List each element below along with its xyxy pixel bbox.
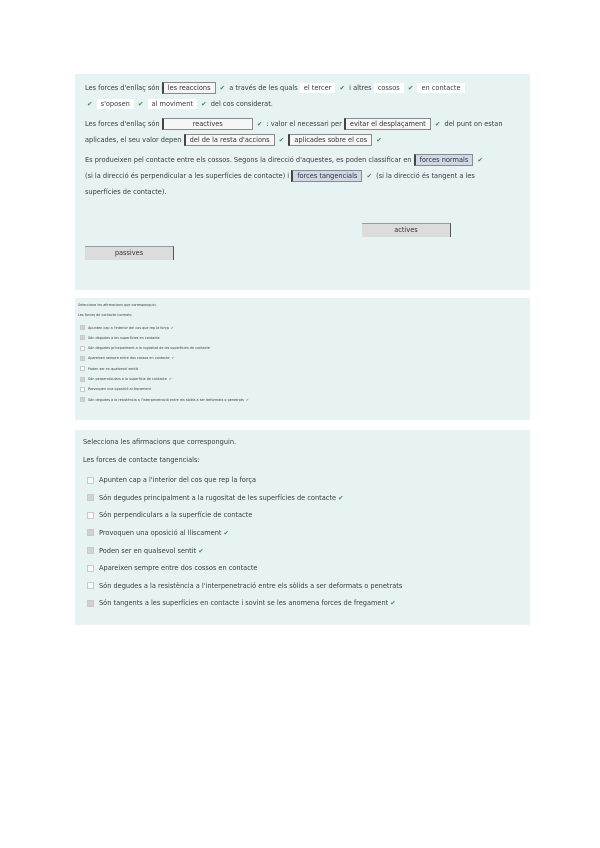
cloze-text: superfícies de contacte).	[85, 188, 167, 196]
question-prompt: Selecciona les afirmacions que corresponguin.	[83, 438, 237, 446]
check-icon: ✔	[278, 136, 285, 144]
option-item[interactable]	[78, 343, 527, 353]
cloze-line-5	[85, 152, 520, 168]
cloze-text: a través de les quals	[229, 84, 298, 92]
option-label: Poden ser en qualsevol sentit	[88, 366, 138, 371]
question-subprompt: Les forces de contacte tangencials:	[83, 455, 200, 464]
cloze-line-4	[85, 132, 520, 148]
drop-zone[interactable]: forces tangencials	[291, 170, 362, 182]
cloze-line-6	[85, 168, 520, 184]
option-label: Són degudes a la resistència a l'interpenetració entre els sòlids a ser deformats o penetrats	[99, 581, 403, 590]
checkbox[interactable]	[80, 356, 85, 361]
cloze-text: Les forces d'enllaç són	[85, 84, 160, 92]
cloze-line-7	[85, 184, 520, 200]
checkbox[interactable]	[87, 494, 94, 501]
cloze-text: (si la direcció és tangent a les	[376, 172, 475, 180]
drop-zone[interactable]: forces normals	[414, 154, 474, 166]
question-prompt: Selecciona les afirmacions que corresponguin.	[78, 303, 157, 307]
checkbox[interactable]	[80, 387, 85, 392]
option-item[interactable]	[83, 595, 522, 613]
option-item[interactable]	[78, 395, 527, 405]
checkbox[interactable]	[80, 325, 85, 330]
cloze-text: del cos considerat.	[210, 100, 273, 108]
option-item[interactable]	[83, 560, 522, 578]
option-label: Provoquen una oposició al lliscament	[88, 387, 151, 392]
check-icon: ✔	[245, 397, 249, 402]
check-icon: ✔	[170, 325, 174, 330]
cloze-text: aplicades, el seu valor depen	[85, 136, 182, 144]
checkbox[interactable]	[80, 346, 85, 351]
option-label: Són perpendiculars a la superfície de contacte	[88, 377, 167, 382]
check-icon: ✔	[256, 120, 263, 128]
cloze-text: (si la direcció és perpendicular a les superfícies de contacte) i	[85, 172, 290, 180]
check-icon: ✔	[223, 528, 230, 537]
cloze-text: : valor el necessari per	[266, 120, 342, 128]
check-icon: ✔	[198, 546, 204, 555]
option-label: Són degudes principalment a la rugositat de les superfícies de contacte	[99, 493, 337, 502]
checkbox[interactable]	[87, 477, 94, 484]
drop-zone[interactable]: evitar el desplaçament	[344, 118, 431, 130]
check-icon: ✔	[434, 120, 441, 128]
option-item[interactable]	[83, 507, 522, 525]
drop-zone[interactable]: el tercer	[300, 83, 336, 93]
option-item[interactable]	[78, 353, 527, 363]
drop-zone[interactable]: del de la resta d'accions	[184, 134, 275, 146]
check-icon: ✔	[219, 84, 226, 92]
drop-zone[interactable]: en contacte	[417, 83, 464, 93]
check-icon: ✔	[366, 172, 373, 180]
check-icon: ✔	[168, 377, 172, 382]
checkbox[interactable]	[80, 366, 85, 371]
checkbox[interactable]	[87, 582, 94, 589]
question-subprompt: Les forces de contacte normals:	[78, 313, 133, 318]
check-icon: ✔	[171, 356, 175, 361]
option-item[interactable]	[78, 384, 527, 394]
option-item[interactable]	[83, 490, 522, 508]
option-label: Apareixen sempre entre dos cossos en contacte	[88, 356, 170, 361]
option-label: Apareixen sempre entre dos cossos en contacte	[99, 564, 258, 573]
checkbox[interactable]	[80, 377, 85, 382]
option-label: Són tangents a les superfícies en contacte i sovint se les anomena forces de fregament	[99, 599, 389, 608]
option-item[interactable]	[83, 543, 522, 561]
drop-zone[interactable]: aplicades sobre el cos	[288, 134, 372, 146]
option-item[interactable]	[83, 525, 522, 543]
options-list	[78, 323, 527, 405]
check-icon: ✔	[87, 100, 93, 108]
drop-zone[interactable]: reactives	[162, 118, 253, 130]
option-label: Apunten cap a l'interior del cos que rep la força	[99, 476, 257, 485]
cloze-text: Les forces d'enllaç són	[85, 120, 160, 128]
check-icon: ✔	[477, 156, 483, 164]
cloze-line-3	[85, 116, 520, 132]
cloze-text: Es produeixen pel contacte entre els cossos. Segons la direcció d'aquestes, es poden classificar en	[85, 156, 412, 164]
question-panel-3	[75, 430, 530, 625]
checkbox[interactable]	[87, 600, 94, 607]
option-item[interactable]	[78, 364, 527, 374]
option-item[interactable]	[78, 374, 527, 384]
option-label: Poden ser en qualsevol sentit	[99, 546, 197, 555]
option-item[interactable]	[78, 323, 527, 333]
cloze-text: i altres	[349, 84, 372, 92]
check-icon: ✔	[137, 100, 144, 108]
check-icon: ✔	[376, 136, 382, 144]
option-label: Són degudes a les superfícies en contacte	[88, 335, 160, 340]
option-label: Provoquen una oposició al lliscament	[99, 528, 222, 537]
option-item[interactable]	[83, 472, 522, 490]
drop-zone[interactable]: s'oposen	[97, 99, 134, 109]
check-icon: ✔	[339, 84, 346, 92]
option-item[interactable]	[83, 578, 522, 596]
drag-chip-passives[interactable]: passives	[85, 246, 174, 260]
option-label: Són degudes principalment a la rugositat de les superfícies de contacte	[88, 346, 210, 351]
option-label: Són perpendiculars a la superfície de contacte	[99, 511, 253, 520]
check-icon: ✔	[338, 493, 344, 502]
checkbox[interactable]	[80, 397, 85, 402]
checkbox[interactable]	[87, 547, 94, 554]
option-label: Apunten cap a l'interior del cos que rep la força	[88, 325, 169, 330]
check-icon: ✔	[407, 84, 414, 92]
drop-zone[interactable]: al moviment	[148, 99, 197, 109]
checkbox[interactable]	[80, 335, 85, 340]
cloze-line-1	[85, 80, 520, 96]
check-icon: ✔	[390, 599, 396, 608]
cloze-text: del punt on estan	[444, 120, 503, 128]
checkbox[interactable]	[87, 512, 94, 519]
options-list	[83, 472, 522, 613]
question-panel-2	[75, 298, 530, 420]
option-label: Són degudes a la resistència a l'interpenetració entre els sòlids a ser deformats o penetrats	[88, 397, 244, 402]
cloze-line-2	[85, 96, 520, 112]
check-icon: ✔	[201, 100, 207, 108]
checkbox[interactable]	[87, 529, 94, 536]
checkbox[interactable]	[87, 565, 94, 572]
drop-zone[interactable]: les reaccions	[162, 82, 216, 94]
option-item[interactable]	[78, 333, 527, 343]
drag-chip-actives[interactable]: actives	[362, 223, 451, 237]
drop-zone[interactable]: cossos	[374, 83, 404, 93]
